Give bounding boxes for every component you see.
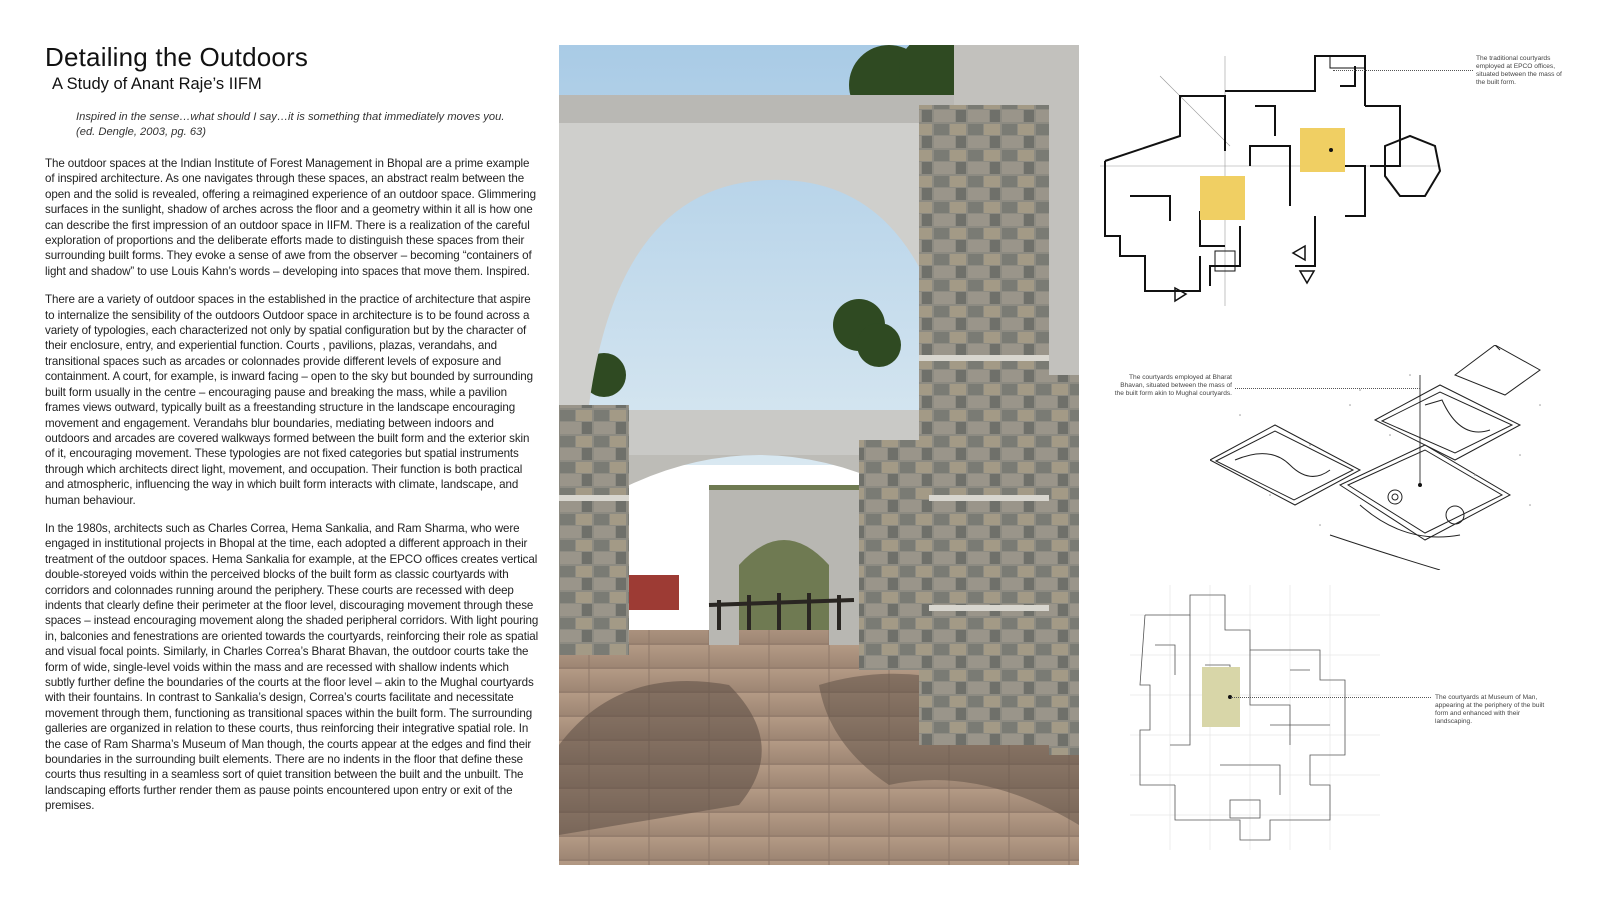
text-column [45, 42, 540, 814]
epigraph [76, 110, 540, 140]
page-subtitle: A Study of Anant Raje’s IIFM [52, 75, 262, 93]
page-title: Detailing the Outdoors [45, 42, 309, 72]
epco-plan-drawing [1100, 46, 1450, 311]
epco-caption: The traditional courtyards employed at EPCO offices, situated between the mass of the built form. [1476, 55, 1562, 86]
arch-photo-illustration [559, 45, 1079, 865]
museum-of-man-caption: The courtyards at Museum of Man, appearing at the periphery of the built form and enhanced with their landscaping. [1435, 694, 1545, 725]
bharat-bhavan-svg [1210, 345, 1555, 570]
museum-of-man-plan [1130, 585, 1380, 850]
arch-photograph [559, 45, 1079, 865]
body-paragraph-1: The outdoor spaces at the Indian Institute of Forest Management in Bhopal are a prime example of inspired architecture. As one navigates through these spaces, an abstract realm between the open and the solid is revealed, offering a reimagined experience of an outdoor space. Glimmering surfaces in the sunlight, shadow of arches across the floor and a geometry within it all is how one can describe the first impression of an outdoor space in IIFM. There is a realization of the careful exploration of proportions and the deliberate efforts made to distinguish these spaces from their surrounding built forms. They evoke a sense of awe from the observer – becoming “containers of light and shadow” to use Louis Kahn’s words – developing into spaces that move them. Inspired. [45, 157, 536, 278]
epco-courtyard-left [1200, 176, 1245, 220]
bharat-bhavan-caption: The courtyards employed at Bharat Bhavan, situated between the mass of the built form akin to Mughal courtyards. [1114, 374, 1232, 397]
right-pier [919, 105, 1049, 745]
epigraph-citation: (ed. Dengle, 2003, pg. 63) [76, 126, 206, 138]
epco-plan-svg [1100, 46, 1450, 311]
left-pier [559, 405, 629, 655]
museum-plan-svg [1130, 585, 1380, 850]
body-paragraph-2: There are a variety of outdoor spaces in the established in the practice of architecture that aspire to internalize the sensibility of the outdoors Outdoor space in architecture is to be found across a variety of typologies, each characterized not only by spatial configuration but by the character of their enclosure, entry, and experiential function. Courts , pavilions, plazas, verandahs, and transitional spaces such as arcades or colonnades provide different levels of exposure and containment. A court, for example, is inward facing – open to the sky but bounded by surrounding built form usually in the centre – encouraging pause and breaking the mass, while a pavilion frames views outward, typically built as a freestanding structure in the landscape encouraging movement and engagement. Verandahs blur boundaries, mediating between indoors and outdoors and arcades are covered walkways formed between the built form and the exterior skin of it, encouraging movement. These typologies are not fixed categories but spatial instruments through which architects direct light, movement, and occupation. Their function is both practical and atmospheric, influencing the way in which built form interacts with climate, landscape, and human behaviour. [45, 293, 533, 507]
epco-courtyard-right [1300, 128, 1345, 172]
epigraph-quote: Inspired in the sense…what should I say…it is something that immediately moves you. [76, 111, 505, 123]
bharat-bhavan-axonometric [1210, 345, 1555, 570]
body-paragraph-3: In the 1980s, architects such as Charles Correa, Hema Sankalia, and Ram Sharma, who were engaged in institutional projects in Bhopal at the time, each adopted a different approach in their treatment of the outdoor spaces. Hema Sankalia for example, at the EPCO offices creates vertical double-storeyed voids within the perceived blocks of the built form as classic courtyards with corridors and colonnades running around the periphery. These courts are recessed with deep indents that clearly define their perimeter at the floor level, discouraging movement through these spaces – instead encouraging movement along the shaded peripheral corridors. With light pouring in, balconies and fenestrations are oriented towards the courtyards, reinforcing their role as spatial and visual focal points. Similarly, in Charles Correa’s Bharat Bhavan, the outdoor courts take the form of wide, single-level voids within the mass and are recessed with shallow indents which subtly further define the boundaries of the courts at the floor level – akin to the Mughal courtyards with their fountains. In contrast to Sankalia’s design, Correa’s courts facilitate and necessitate movement through them, functioning as transitional spaces within the built form. The surrounding galleries are organized in relation to these courts, thus reinforcing their integrative spatial role. In the case of Ram Sharma’s Museum of Man though, the courts appear at the edges and find their boundaries in the surrounding built elements. There are no indents in the floor that define these courts thus resulting in a seamless sort of quiet transition between the built and the unbuilt. The landscaping efforts further render them as pause points encountered upon entry or exit of the premises. [45, 521, 539, 813]
